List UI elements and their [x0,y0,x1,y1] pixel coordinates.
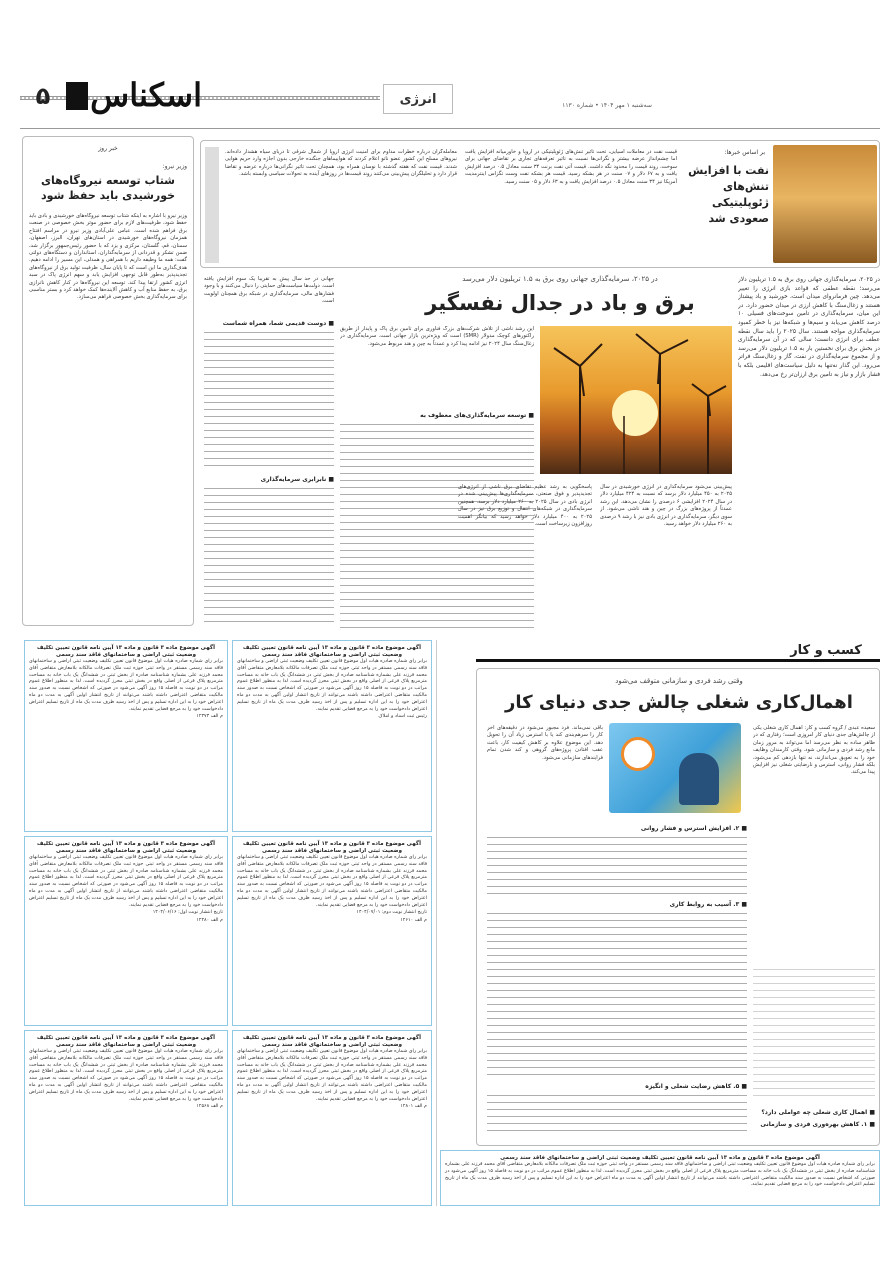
person-illustration [679,753,719,805]
sidebar-body: وزیر نیرو با اشاره به اینکه شتاب توسعه نیروگاه‌های خورشیدی و بادی باید حفظ شود، ظرفیت‌های لازم برای حضور موثر بخش خصوصی در صنعت برق فراهم شده است. عباس علی‌آبادی وزیر نیرو در مراسم افتتاح همزمان نیروگاه‌های خورشیدی در استان‌های تهران، البرز، اصفهان، سمنان، قم، گلستان، مرکزی و یزد که با حضور رئیس‌جمهور برگزار شد، ضمن تشکر و قدردانی از سرمایه‌گذاران، استانداران و دستگاه‌های دولتی گفت: همه ما وظیفه داریم با همراهی و همدلی، این مسیر را ادامه دهیم. هدف‌گذاری ما این است که تا پایان سال، ظرفیت تولید برق از نیروگاه‌های تجدیدپذیر به‌طور قابل توجهی افزایش یابد و سهم انرژی پاک در سبد انرژی کشور ارتقا پیدا کند. توسعه این نیروگاه‌ها در کنار کاهش ناترازی برق، به حفظ منابع آب و کاهش آلاینده‌ها کمک خواهد کرد و بستر مناسبی برای سرمایه‌گذاری بخش خصوصی فراهم می‌سازد. [29,213,187,301]
ad-body: برابر رای شماره صادره هیات اول موضوع قانون تعیین تکلیف وضعیت ثبتی اراضی و ساختمانهای فاقد سند رسمی مستقر در واحد ثبتی حوزه ثبت ملک تصرفات مالکانه بلامعارض متقاضی آقای محمد فرزند علی بشماره شناسنامه صادره از بخش ثبتی در ششدانگ یک باب خانه به مساحت مترمربع پلاک فرعی از اصلی واقع در بخش ثبتی محرز گردیده است. لذا به منظور اطلاع عموم مراتب در دو نوبت به فاصله ۱۵ روز آگهی می‌شود در صورتی که اشخاص نسبت به صدور سند مالکیت متقاضی اعتراضی داشته باشند می‌توانند از تاریخ انتشار اولین آگهی به مدت دو ماه اعتراض خود را به این اداره تسلیم و پس از اخذ رسید ظرف مدت یک ماه از تاریخ تسلیم اعتراض دادخواست خود را به مرجع قضایی تقدیم نمایند. [237,659,427,712]
feature-sub2: ■ دوست قدیمی شما، همراه شماست [222,320,334,327]
business-sub5: ■ ۵. کاهش رضایت شغلی و انگیزه [645,1083,747,1090]
feature-colB: پاسخگویی به رشد عظیم تقاضای برق ناشی از انرژی‌های تجدیدپذیر و فوق صنعتی، سرمایه‌گذاری‌ها پیش‌بینی شده در انرژی بادی در سال ۲۰۲۵ به ۲۶۰ میلیارد دلار برسد. همچنین سرمایه‌گذاری در شبکه‌های انتقال و توزیع برق نیز در سال ۲۰۲۵ به ۴۰۰ میلیارد دلار خواهد رسید که بیانگر اهمیت روزافزون زیرساخت است. [458,484,592,528]
top-news-title: نفت با افزایش تنش‌های ژئوپلیتیکی صعودی شد [688,164,769,225]
ad-heading: آگهی موضوع ماده ۳ قانون و ماده ۱۳ آیین نامه قانون تعیین تکلیف وضعیت ثبتی اراضی و ساختمانهای فاقد سند رسمی [37,645,215,658]
sidebar [22,136,194,626]
ad-code: م الف ۱۲۴۸۰ [196,917,223,923]
feature-colD-body2 [204,488,334,628]
ad-box-4 [232,836,432,1026]
business-box [476,668,880,1146]
feature-sub3: ■ نابرابری سرمایه‌گذاری [260,476,334,483]
business-body-c [487,1095,747,1135]
ad-date: تاریخ انتشار نوبت دوم: ۱۴۰۴/۰۷/۰۱ [356,910,427,916]
sidebar-label: وزیر نیرو: [162,163,187,170]
feature-colA: پیش‌بینی می‌شود سرمایه‌گذاری در انرژی خورشیدی در سال ۲۰۲۵ به ۴۵۰ میلیارد دلار برسد که نسبت به ۴۲۴ میلیارد دلار در سال ۲۰۲۴ افزایشی ۶ درصدی را نشان می‌دهد. این رشد عمدتاً از پروژه‌های بزرگ در چین و هند ناشی می‌شود. از سوی دیگر، سرمایه‌گذاری در انرژی بادی نیز با رشد ۹ درصدی به ۲۶۰ میلیارد دلار خواهد رسید. [600,484,732,528]
business-body-a [487,837,747,897]
ad-code: م الف ۱۲۳۷۳ [196,714,223,720]
business-body-b [487,913,747,1079]
page-number: ۵ [35,82,51,110]
oil-image [773,145,877,263]
ad-heading: آگهی موضوع ماده ۳ قانون و ماده ۱۳ آیین نامه قانون تعیین تکلیف وضعیت ثبتی اراضی و ساختمانهای فاقد سند رسمی [243,841,421,854]
business-sub3: ■ ۲. افزایش استرس و فشار روانی [640,825,747,832]
ad-box-1 [24,640,228,832]
section-tab: انرژی [383,84,453,114]
business-section-label: کسب و کار [790,643,862,658]
header-divider [20,128,880,129]
ad-heading: آگهی موضوع ماده ۳ قانون و ماده ۱۳ آیین نامه قانون تعیین تکلیف وضعیت ثبتی اراضی و ساختمانهای فاقد سند رسمی [243,1035,421,1048]
business-colR-cont [753,969,875,1099]
feature-lead: در ۲۰۲۵، سرمایه‌گذاری جهانی روی برق به ۱.۵ تریلیون دلار می‌رسد؛ نقطه عطفی که قواعد بازی انرژی را تغییر می‌دهد. چین فرمانروای میدان است، خورشید و باد پیشتاز هستند و زغال‌سنگ با کاهش ارزی در میدان حضور دارد. در این میان، سرمایه‌گذاری در تامین سوخت‌های فسیلی ۱۰ درصد کاهش می‌یابد و سیم‌ها و شبکه‌ها نیز با خطر کمبود سرمایه‌گذاری مواجه هستند. سال ۲۰۲۵ را باید سال نقطه عطف برای انرژی دانست؛ سالی که در آن سرمایه‌گذاری در بخش برق برای نخستین بار به ۱.۵ تریلیون دلار می‌رسد و از مجموع سرمایه‌گذاری در نفت، گاز و زغال‌سنگ فراتر می‌رود. این گذار نه‌تنها به دلیل سیاست‌های اقلیمی بلکه با فشار بازار و نیاز به تامین برق ارزان‌تر رخ می‌دهد. [738,277,880,378]
ad-box-5 [24,1030,228,1206]
business-sub1: ■ اهمال کاری شغلی چه عواملی دارد؟ [761,1109,875,1116]
ad-code: م الف ۱۲۸۰۱ [400,1104,427,1110]
ad-heading: آگهی موضوع ماده ۳ قانون و ماده ۱۳ آیین نامه قانون تعیین تکلیف وضعیت ثبتی اراضی و ساختمانهای فاقد سند رسمی [500,1155,820,1161]
ad-body: برابر رای شماره صادره هیات اول موضوع قانون تعیین تکلیف وضعیت ثبتی اراضی و ساختمانهای فاقد سند رسمی مستقر در واحد ثبتی حوزه ثبت ملک تصرفات مالکانه بلامعارض متقاضی آقای محمد فرزند علی بشماره شناسنامه صادره از بخش ثبتی در ششدانگ یک باب خانه به مساحت مترمربع پلاک فرعی از اصلی واقع در بخش ثبتی محرز گردیده است. لذا به منظور اطلاع عموم مراتب در دو نوبت به فاصله ۱۵ روز آگهی می‌شود در صورتی که اشخاص نسبت به صدور سند مالکیت متقاضی اعتراضی داشته باشند می‌توانند از تاریخ انتشار اولین آگهی به مدت دو ماه اعتراض خود را به این اداره تسلیم و پس از اخذ رسید ظرف مدت یک ماه از تاریخ تسلیم اعتراض دادخواست خود را به مرجع قضایی تقدیم نمایند. [237,1049,427,1102]
ad-box-6 [232,1030,432,1206]
sidebar-kicker: خبر روز [98,145,118,152]
turbine-silhouettes [540,326,732,474]
ad-box-wide [440,1150,880,1206]
business-sub4: ■ ۳. آسیب به روابط کاری [669,901,747,908]
top-news-kicker: بر اساس خبرها: [724,149,765,156]
ad-heading: آگهی موضوع ماده ۳ قانون و ماده ۱۳ آیین نامه قانون تعیین تکلیف وضعیت ثبتی اراضی و ساختمانهای فاقد سند رسمی [37,841,215,854]
feature-title: برق و باد در جدال نفسگیر [425,291,695,315]
top-news-stripe [205,147,219,263]
business-colM-top: باقی نمی‌ماند. فرد مجبور می‌شود در دقیقه‌های آخر کار را سرهم‌بندی کند یا با استرس زیاد آن را تحویل دهد. این موضوع علاوه بر کاهش کیفیت کار، باعث عقب افتادن پروژه‌های گروهی و کند شدن تمام فرایندهای سازمانی می‌شود. [487,725,603,761]
sidebar-title: شتاب توسعه نیروگاه‌های خورشیدی باید حفظ شود [40,174,176,202]
wind-image [540,326,732,474]
brand-badge [66,82,88,110]
column-divider [436,640,437,1206]
business-title: اهمال‌کاری شغلی چالش جدی دنیای کار [505,692,853,713]
date-line: سه‌شنبه ۱ مهر ۱۴۰۴ • شماره ۱۱۳۰ [562,102,652,109]
ad-code: م الف ۱۲۵۶۸ [196,1104,223,1110]
ad-box-3 [24,836,228,1026]
feature-colD: جهانی در حد سال پیش به تقریباً یک سوم افزایش یافته است. دولت‌ها سیاست‌های حمایتی را دنبال می‌کنند و با وجود فشارهای مالی، سرمایه‌گذاری در شبکه برق همچنان اولویت است. [204,276,334,305]
ad-body: برابر رای شماره صادره هیات اول موضوع قانون تعیین تکلیف وضعیت ثبتی اراضی و ساختمانهای فاقد سند رسمی مستقر در واحد ثبتی حوزه ثبت ملک تصرفات مالکانه بلامعارض متقاضی آقای محمد فرزند علی بشماره شناسنامه صادره از بخش ثبتی در ششدانگ یک باب خانه به مساحت مترمربع پلاک فرعی از اصلی واقع در بخش ثبتی محرز گردیده است. لذا به منظور اطلاع عموم مراتب در دو نوبت به فاصله ۱۵ روز آگهی می‌شود در صورتی که اشخاص نسبت به صدور سند مالکیت متقاضی اعتراضی داشته باشند می‌توانند از تاریخ انتشار اولین آگهی به مدت دو ماه اعتراض خود را به این اداره تسلیم و پس از اخذ رسید ظرف مدت یک ماه از تاریخ تسلیم اعتراض دادخواست خود را به مرجع قضایی تقدیم نمایند. [29,855,224,908]
ad-date: تاریخ انتشار نوبت اول: ۱۴۰۴/۰۶/۱۶ [152,910,223,916]
feature-kicker: در ۲۰۲۵، سرمایه‌گذاری جهانی روی برق به ۱.۵ تریلیون دلار می‌رسد [462,275,658,283]
top-news-col1: قیمت نفت در معاملات آسیایی، تحت تاثیر تنش‌های ژئوپلیتیکی در اروپا و خاورمیانه افزایش یافت اما چشم‌انداز عرضه بیشتر و نگرانی‌ها نسبت به تاثیر تعرفه‌های تجاری بر تقاضای جهانی برای سوخت، روند قیمت را محدود نگه داشت. قیمت آتی نفت برنت ۳۴ سنت معادل ۰.۵ درصد افزایش یافت و به ۶۷ دلار و ۰۷ سنت در هر بشکه رسید. قیمت هر بشکه نفت وست تگزاس اینترمدیت آمریکا نیز ۳۴ سنت معادل ۰.۵ درصد افزایش یافت و به ۶۳ دلار و ۰۵ سنت رسید. [465,149,677,185]
clock-illustration [621,737,655,771]
business-illustration [609,723,741,813]
business-sub2: ■ ۱. کاهش بهره‌وری فردی و سازمانی [760,1121,875,1128]
ad-code: م الف ۱۲۶۱۰ [400,917,427,923]
feature-sub1: ■ توسعه سرمایه‌گذاری‌های معطوف به [420,412,534,419]
top-news-box [200,140,880,268]
ad-heading: آگهی موضوع ماده ۳ قانون و ماده ۱۳ آیین نامه قانون تعیین تکلیف وضعیت ثبتی اراضی و ساختمانهای فاقد سند رسمی [37,1035,215,1048]
business-kicker: وقتی رشد فردی و سازمانی متوقف می‌شود [615,677,743,685]
feature-colC-cont [340,424,534,628]
business-colR: سعیده عبدی / گروه کسب و کار: اهمال کاری شغلی یکی از چالش‌های جدی دنیای کار امروزی است؛ رفتاری که در ظاهر ساده به نظر می‌رسد اما می‌تواند به مرور زمان مانع رشد فردی و سازمانی شود. وقتی کارمندان وظایف خود را به تعویق می‌اندازند، نه تنها بازدهی کم می‌شود، بلکه فشار روانی، استرس و نارضایتی شغلی نیز افزایش پیدا می‌کند. [753,725,875,776]
page-header [20,78,880,118]
ad-box-2 [232,640,432,832]
ad-body: برابر رای شماره صادره هیات اول موضوع قانون تعیین تکلیف وضعیت ثبتی اراضی و ساختمانهای فاقد سند رسمی مستقر در واحد ثبتی حوزه ثبت ملک تصرفات مالکانه بلامعارض متقاضی آقای محمد فرزند علی بشماره شناسنامه صادره از بخش ثبتی در ششدانگ یک باب خانه به مساحت مترمربع پلاک فرعی از اصلی واقع در بخش ثبتی محرز گردیده است. لذا به منظور اطلاع عموم مراتب در دو نوبت به فاصله ۱۵ روز آگهی می‌شود در صورتی که اشخاص نسبت به صدور سند مالکیت متقاضی اعتراضی داشته باشند می‌توانند از تاریخ انتشار اولین آگهی به مدت دو ماه اعتراض خود را به این اداره تسلیم و پس از اخذ رسید ظرف مدت یک ماه از تاریخ تسلیم اعتراض دادخواست خود را به مرجع قضایی تقدیم نمایند. [29,1049,224,1102]
ad-body: برابر رای شماره صادره هیات اول موضوع قانون تعیین تکلیف وضعیت ثبتی اراضی و ساختمانهای فاقد سند رسمی مستقر در واحد ثبتی حوزه ثبت ملک تصرفات مالکانه بلامعارض متقاضی آقای محمد فرزند علی بشماره شناسنامه صادره از بخش ثبتی در ششدانگ یک باب خانه به مساحت مترمربع پلاک فرعی از اصلی واقع در بخش ثبتی محرز گردیده است. لذا به منظور اطلاع عموم مراتب در دو نوبت به فاصله ۱۵ روز آگهی می‌شود در صورتی که اشخاص نسبت به صدور سند مالکیت متقاضی اعتراضی داشته باشند می‌توانند از تاریخ انتشار اولین آگهی به مدت دو ماه اعتراض خود را به این اداره تسلیم و پس از اخذ رسید ظرف مدت یک ماه از تاریخ تسلیم اعتراض دادخواست خود را به مرجع قضایی تقدیم نمایند. [237,855,427,908]
ad-signer: رئیس ثبت اسناد و املاک [378,714,427,720]
ad-body: برابر رای شماره صادره هیات اول موضوع قانون تعیین تکلیف وضعیت ثبتی اراضی و ساختمانهای فاقد سند رسمی مستقر در واحد ثبتی حوزه ثبت ملک تصرفات مالکانه بلامعارض متقاضی آقای محمد فرزند علی بشماره شناسنامه صادره از بخش ثبتی در ششدانگ یک باب خانه به مساحت مترمربع پلاک فرعی از اصلی واقع در بخش ثبتی محرز گردیده است. لذا به منظور اطلاع عموم مراتب در دو نوبت به فاصله ۱۵ روز آگهی می‌شود در صورتی که اشخاص نسبت به صدور سند مالکیت متقاضی اعتراضی داشته باشند می‌توانند از تاریخ انتشار اولین آگهی به مدت دو ماه اعتراض خود را به این اداره تسلیم و پس از اخذ رسید ظرف مدت یک ماه از تاریخ تسلیم اعتراض دادخواست خود را به مرجع قضایی تقدیم نمایند. [445,1162,876,1188]
feature-colD-body1 [204,332,334,472]
ad-heading: آگهی موضوع ماده ۳ قانون و ماده ۱۳ آیین نامه قانون تعیین تکلیف وضعیت ثبتی اراضی و ساختمانهای فاقد سند رسمی [243,645,421,658]
brand-logo: اسکناس [90,76,202,114]
ad-body: برابر رای شماره صادره هیات اول موضوع قانون تعیین تکلیف وضعیت ثبتی اراضی و ساختمانهای فاقد سند رسمی مستقر در واحد ثبتی حوزه ثبت ملک تصرفات مالکانه بلامعارض متقاضی آقای محمد فرزند علی بشماره شناسنامه صادره از بخش ثبتی در ششدانگ یک باب خانه به مساحت مترمربع پلاک فرعی از اصلی واقع در بخش ثبتی محرز گردیده است. لذا به منظور اطلاع عموم مراتب در دو نوبت به فاصله ۱۵ روز آگهی می‌شود در صورتی که اشخاص نسبت به صدور سند مالکیت متقاضی اعتراضی داشته باشند می‌توانند از تاریخ انتشار اولین آگهی به مدت دو ماه اعتراض خود را به این اداره تسلیم و پس از اخذ رسید ظرف مدت یک ماه از تاریخ تسلیم اعتراض دادخواست خود را به مرجع قضایی تقدیم نمایند. [29,659,224,712]
top-news-col2: معامله‌گران درباره خطرات مداوم برای امنیت انرژی اروپا از شمال شرقی تا دریای سیاه هشدار داده‌اند. نیروهای مسلح این کشور عضو ناتو اعلام کردند که هواپیماهای جنگنده خارجی بدون اجازه وارد حریم هوایی شدند. قیمت نفت که هفته گذشته با نوسان همراه بود، همچنان تحت تاثیر نگرانی‌ها درباره عرضه و تقاضا قرار دارد و تحلیلگران پیش‌بینی می‌کنند روند قیمت‌ها در روزهای آینده به تحولات سیاسی وابسته باشد. [225,149,457,178]
business-section-band [476,640,880,662]
feature-colC: این رشد ناشی از تلاش شرکت‌های بزرگ فناوری برای تامین برق پاک و پایدار از طریق راکتورهای کوچک مدولار (SMR) است که ویژه‌ترین بازار جهانی است. سرمایه‌گذاری در زغال‌سنگ سال ۲۰۲۴ نیز ادامه پیدا کرد و عمدتاً به چین و هند مربوط می‌شود. [340,326,534,347]
